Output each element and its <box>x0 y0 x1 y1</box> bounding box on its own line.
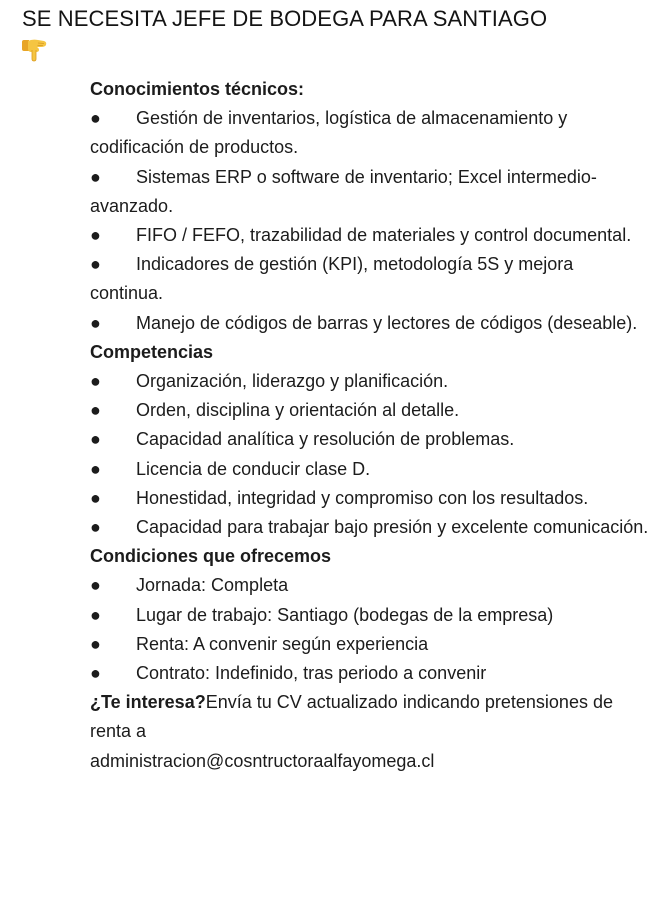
job-posting-body <box>90 75 650 776</box>
list-item <box>90 309 650 338</box>
contact-email[interactable]: administracion@cosntructoraalfayomega.cl <box>90 750 435 771</box>
list-item <box>90 163 650 221</box>
list-item <box>90 513 650 542</box>
list-item-text: Licencia de conducir clase D. <box>136 458 371 479</box>
bullet-icon: ● <box>90 312 101 333</box>
bullet-icon: ● <box>90 254 101 275</box>
bullet-icon: ● <box>90 517 101 538</box>
list-item <box>90 396 650 425</box>
cta-lead: ¿Te interesa? <box>90 692 206 713</box>
list-item <box>90 455 650 484</box>
list-item <box>90 571 650 600</box>
list-item-text: Gestión de inventarios, logística de almacenamiento y codificación de productos. <box>90 108 568 158</box>
bullet-icon: ● <box>90 487 101 508</box>
list-item <box>90 484 650 513</box>
bullet-icon: ● <box>90 604 101 625</box>
bullet-icon: ● <box>90 633 101 654</box>
cta-text: Envía tu CV actualizado indicando pretensiones de renta a <box>90 692 613 742</box>
list-item <box>90 104 650 162</box>
list-item-text: Lugar de trabajo: Santiago (bodegas de la empresa) <box>136 604 554 625</box>
bullet-icon: ● <box>90 371 101 392</box>
list-item <box>90 250 650 308</box>
list-item-text: Capacidad para trabajar bajo presión y excelente comunicación. <box>136 517 649 538</box>
section-heading-competencias: Competencias <box>90 341 214 362</box>
list-item-text: Organización, liderazgo y planificación. <box>136 371 449 392</box>
bullet-icon: ● <box>90 166 101 187</box>
list-item-text: Indicadores de gestión (KPI), metodología 5S y mejora continua. <box>90 254 574 304</box>
pointing-down-hand-icon <box>20 38 48 62</box>
bullet-icon: ● <box>90 663 101 684</box>
list-item-text: Jornada: Completa <box>136 575 289 596</box>
list-item-text: Contrato: Indefinido, tras periodo a convenir <box>136 663 487 684</box>
list-item <box>90 601 650 630</box>
list-item-text: Manejo de códigos de barras y lectores de códigos (deseable). <box>136 312 638 333</box>
list-item-text: Renta: A convenir según experiencia <box>136 633 429 654</box>
list-item <box>90 630 650 659</box>
list-item <box>90 367 650 396</box>
page-title: SE NECESITA JEFE DE BODEGA PARA SANTIAGO <box>22 6 548 31</box>
list-item-text: Orden, disciplina y orientación al detalle. <box>136 400 460 421</box>
section-heading-condiciones: Condiciones que ofrecemos <box>90 546 332 567</box>
bullet-icon: ● <box>90 108 101 129</box>
section-heading-conocimientos: Conocimientos técnicos: <box>90 79 305 99</box>
list-item-text: Honestidad, integridad y compromiso con los resultados. <box>136 487 589 508</box>
list-item-text: Capacidad analítica y resolución de problemas. <box>136 429 515 450</box>
list-item <box>90 659 650 688</box>
call-to-action <box>90 688 650 776</box>
list-item-text: FIFO / FEFO, trazabilidad de materiales y control documental. <box>136 225 632 246</box>
bullet-icon: ● <box>90 225 101 246</box>
list-item-text: Sistemas ERP o software de inventario; Excel intermedio-avanzado. <box>90 166 597 216</box>
bullet-icon: ● <box>90 429 101 450</box>
bullet-icon: ● <box>90 400 101 421</box>
bullet-icon: ● <box>90 575 101 596</box>
list-item <box>90 221 650 250</box>
bullet-icon: ● <box>90 458 101 479</box>
list-item <box>90 425 650 454</box>
